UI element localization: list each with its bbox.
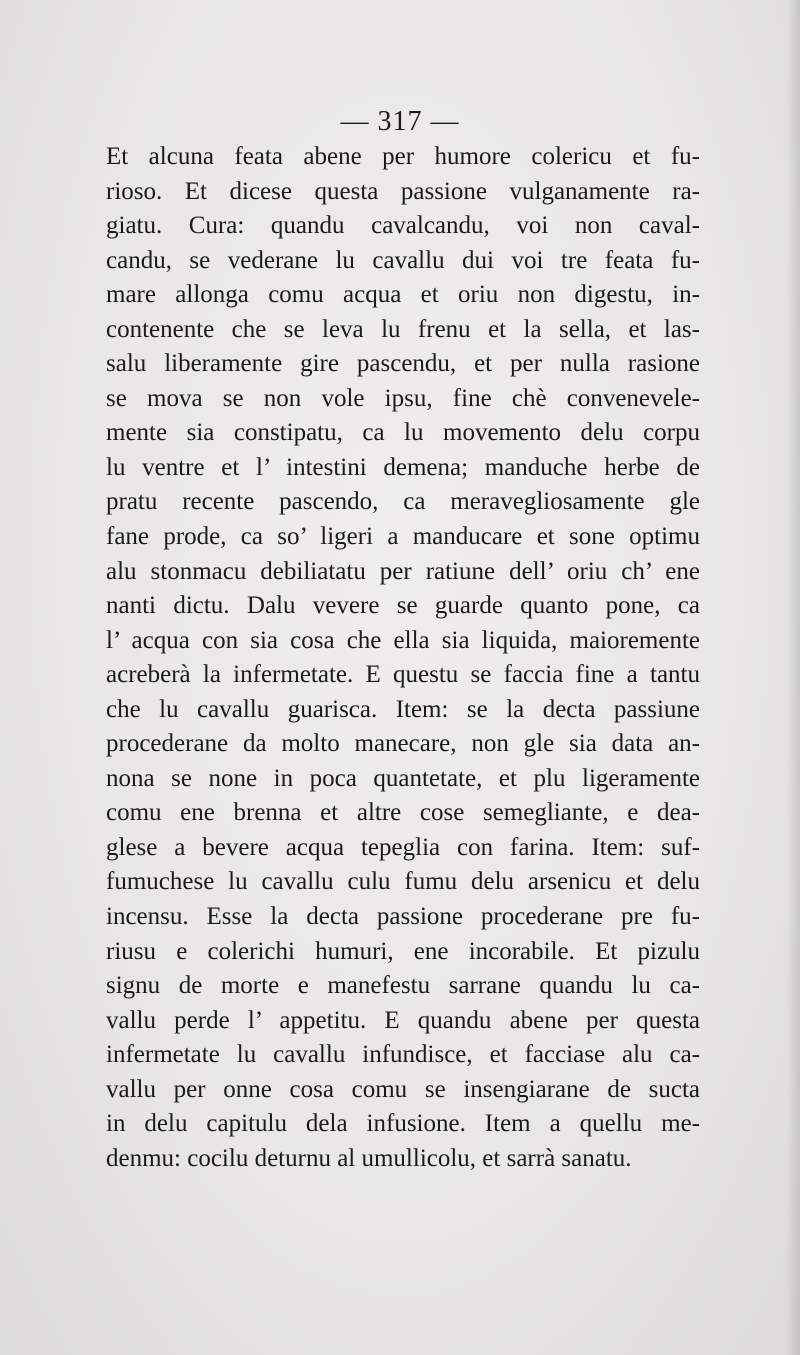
text-line: glese a bevere acqua tepeglia con farina. Item: suf- bbox=[106, 833, 700, 861]
text-line: vallu per onne cosa comu se insengiarane de sucta bbox=[106, 1075, 700, 1103]
text-line: che lu cavallu guarisca. Item: se la decta passiune bbox=[106, 695, 700, 723]
text-line: mente sia constipatu, ca lu movemento delu corpu bbox=[106, 419, 700, 447]
text-line: infermetate lu cavallu infundisce, et facciase alu ca- bbox=[106, 1041, 700, 1069]
text-line: giatu. Cura: quandu cavalcandu, voi non caval- bbox=[106, 212, 700, 240]
text-line: nanti dictu. Dalu vevere se guarde quanto pone, ca bbox=[106, 592, 700, 620]
text-line: acreberà la infermetate. E questu se faccia fine a tantu bbox=[106, 661, 700, 689]
text-line: pratu recente pascendo, ca meravegliosamente gle bbox=[106, 488, 700, 516]
text-line: nona se none in poca quantetate, et plu ligeramente bbox=[106, 764, 700, 792]
text-line: contenente che se leva lu frenu et la sella, et las- bbox=[106, 315, 700, 343]
text-line: vallu perde l’ appetitu. E quandu abene per questa bbox=[106, 1006, 700, 1034]
text-line: riusu e colerichi humuri, ene incorabile. Et pizulu bbox=[106, 937, 700, 965]
text-line: l’ acqua con sia cosa che ella sia liquida, maioremente bbox=[106, 626, 700, 654]
text-line: se mova se non vole ipsu, fine chè convenevele- bbox=[106, 384, 700, 412]
text-line: lu ventre et l’ intestini demena; manduche herbe de bbox=[106, 453, 700, 481]
text-line: alu stonmacu debiliatatu per ratiune dell’ oriu ch’ ene bbox=[106, 557, 700, 585]
text-line: procederane da molto manecare, non gle sia data an- bbox=[106, 730, 700, 758]
text-line: fumuchese lu cavallu culu fumu delu arsenicu et delu bbox=[106, 868, 700, 896]
text-line: denmu: cocilu deturnu al umullicolu, et sarrà sanatu. bbox=[106, 1144, 632, 1172]
text-line: mare allonga comu acqua et oriu non digestu, in- bbox=[106, 281, 700, 309]
text-line: incensu. Esse la decta passione procederane pre fu- bbox=[106, 903, 700, 931]
text-line: Et alcuna feata abene per humore colericu et fu- bbox=[106, 143, 700, 170]
text-line: signu de morte e manefestu sarrane quandu lu ca- bbox=[106, 972, 700, 1000]
text-line: fane prode, ca so’ ligeri a manducare et sone optimu bbox=[106, 523, 700, 551]
text-line: salu liberamente gire pascendu, et per nulla rasione bbox=[106, 350, 700, 378]
text-line: rioso. Et dicese questa passione vulganamente ra- bbox=[106, 177, 700, 205]
text-line: comu ene brenna et altre cose semegliante, e dea- bbox=[106, 799, 700, 827]
page-edge-shadow bbox=[786, 0, 800, 1355]
body-text bbox=[106, 140, 700, 1176]
text-line: in delu capitulu dela infusione. Item a quellu me- bbox=[106, 1110, 700, 1138]
text-line: candu, se vederane lu cavallu dui voi tre feata fu- bbox=[106, 246, 700, 274]
page-number: — 317 — bbox=[340, 106, 460, 137]
